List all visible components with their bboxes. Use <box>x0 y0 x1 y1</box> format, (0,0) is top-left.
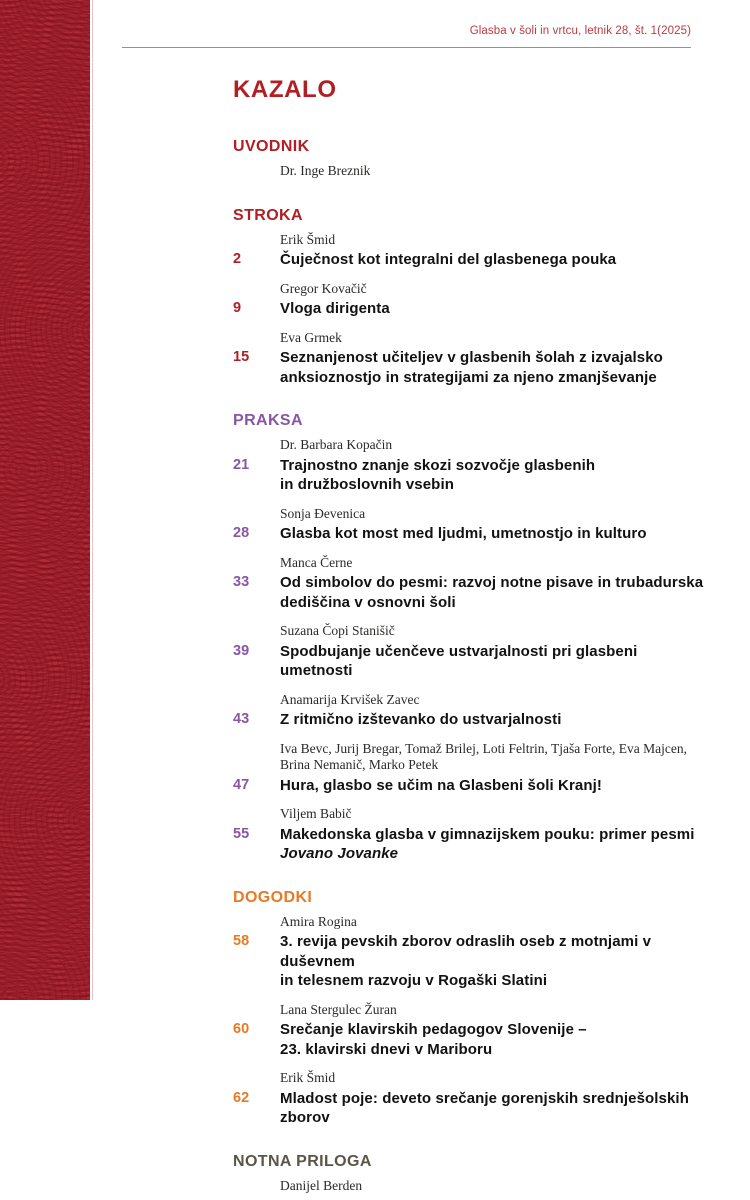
entry-authors: Erik Šmid <box>280 231 336 247</box>
page-number: 58 <box>233 933 250 949</box>
section-heading: STROKA <box>233 206 303 224</box>
toc-entry <box>233 1178 712 1197</box>
toc-entry <box>233 555 712 613</box>
toc-entry <box>233 1070 712 1128</box>
toc-entry <box>233 623 712 681</box>
section-heading: UVODNIK <box>233 138 310 155</box>
toc-entry <box>233 163 712 182</box>
entry-authors: Eva Grmek <box>280 329 342 345</box>
entry-authors: Gregor Kovačič <box>280 280 367 296</box>
toc-entry <box>233 506 712 544</box>
section-heading: DOGODKI <box>233 888 313 906</box>
page-number: 9 <box>233 300 242 316</box>
entry-title: Od simbolov do pesmi: razvoj notne pisave in trubadurska dediščina v osnovni šoli <box>280 574 704 611</box>
section-praksa <box>233 412 712 864</box>
page-number: 2 <box>233 251 242 267</box>
section-heading: NOTNA PRILOGA <box>233 1152 372 1170</box>
toc-entry <box>233 741 712 796</box>
entry-title: Mladost poje: deveto srečanje gorenjskih srednješolskih zborov <box>280 1089 689 1126</box>
section-uvodnik <box>233 138 712 182</box>
page-number: 62 <box>233 1089 250 1106</box>
entry-title-italic-part: Jovano Jovanke <box>280 845 399 862</box>
strip-edge-line <box>92 0 93 1000</box>
entry-title: Glasba kot most med ljudmi, umetnostjo in kulturo <box>280 525 647 542</box>
page-number: 60 <box>233 1021 250 1037</box>
header-rule <box>122 47 691 48</box>
entry-title: Srečanje klavirskih pedagogov Slovenije – 23. klavirski dnevi v Mariboru <box>280 1021 587 1058</box>
toc-entry <box>233 1002 712 1060</box>
page-number: 21 <box>233 456 250 473</box>
page-number: 33 <box>233 574 250 590</box>
entry-title: Seznanjenost učiteljev v glasbenih šolah z izvajalsko anksioznostjo in strategijami za njeno zmanjševanje <box>280 349 663 386</box>
entry-title: Hura, glasbo se učim na Glasbeni šoli Kranj! <box>280 776 602 794</box>
entry-title: Z ritmično izštevanko do ustvarjalnosti <box>280 711 562 728</box>
page-number: 47 <box>233 776 250 793</box>
section-notna-priloga <box>233 1153 712 1197</box>
entry-title: Trajnostno znanje skozi sozvočje glasbenih in družboslovnih vsebin <box>280 456 596 493</box>
entry-authors: Erik Šmid <box>280 1070 336 1085</box>
entry-authors: Manca Černe <box>280 554 353 570</box>
section-dogodki <box>233 889 712 1128</box>
entry-title: Makedonska glasba v gimnazijskem pouku: primer pesmi Jovano Jovanke <box>280 825 712 864</box>
entry-authors: Anamarija Krvišek Zavec <box>280 691 420 707</box>
journal-header: Glasba v šoli in vrtcu, letnik 28, št. 1(2025) <box>469 25 691 37</box>
page-number: 55 <box>233 825 250 842</box>
toc-entry <box>233 330 712 388</box>
decorative-swirl-strip <box>0 0 90 1000</box>
entry-authors: Amira Rogina <box>280 913 357 929</box>
page-number: 28 <box>233 525 250 541</box>
toc-entry <box>233 437 712 495</box>
toc-entry <box>233 232 712 270</box>
entry-title: Čuječnost kot integralni del glasbenega pouka <box>280 251 617 268</box>
toc-entry <box>233 914 712 991</box>
entry-authors: Sonja Đevenica <box>280 505 366 521</box>
toc-entry <box>233 281 712 319</box>
entry-authors: Suzana Čopi Stanišič <box>280 623 395 638</box>
entry-authors: Danijel Berden <box>280 1177 363 1193</box>
entry-title: 3. revija pevskih zborov odraslih oseb z motnjami v duševnem in telesnem razvoju v Rogaški Slatini <box>280 933 652 989</box>
toc-entry <box>233 692 712 730</box>
page-number: 15 <box>233 349 250 365</box>
entry-authors: Iva Bevc, Jurij Bregar, Tomaž Brilej, Loti Feltrin, Tjaša Forte, Eva Majcen, Brina Nemanič, Marko Petek <box>280 740 688 772</box>
entry-authors: Dr. Barbara Kopačin <box>280 437 393 452</box>
entry-authors: Lana Stergulec Žuran <box>280 1001 397 1017</box>
entry-title: Vloga dirigenta <box>280 300 390 317</box>
section-heading: PRAKSA <box>233 412 303 429</box>
entry-authors: Viljem Babič <box>280 806 352 821</box>
section-stroka <box>233 207 712 388</box>
page-number: 43 <box>233 711 250 727</box>
toc-entry <box>233 806 712 864</box>
entry-title: Spodbujanje učenčeve ustvarjalnosti pri glasbeni umetnosti <box>280 642 638 679</box>
entry-authors: Dr. Inge Breznik <box>280 163 371 178</box>
page-number: 39 <box>233 642 250 659</box>
table-of-contents <box>233 76 712 1200</box>
page-title: KAZALO <box>233 76 337 103</box>
